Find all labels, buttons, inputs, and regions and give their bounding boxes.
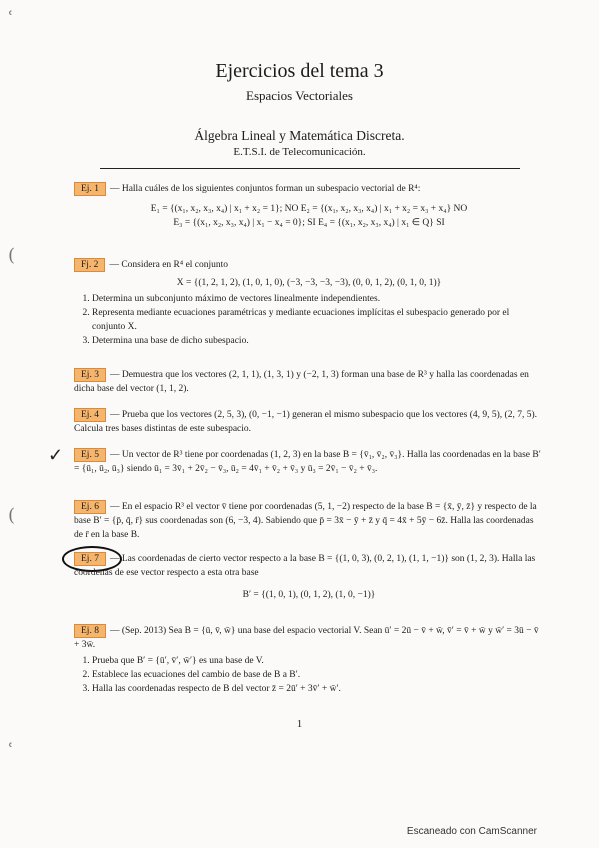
exercise-4 <box>74 408 544 436</box>
margin-mark: ( <box>8 505 16 526</box>
exercise-text: — (Sep. 2013) Sea B = {ū, v̄, w̄} una base del espacio vectorial V. Sean ū′ = 2ū − v̄ + w̄, v̄′ = v̄ + w̄ y w̄′ = 3ū − v̄ + 3w̄. <box>74 626 539 650</box>
set-definition: E₃ = {(x₁, x₂, x₃, x₄) | x₁ − x₄ = 0}; SI E₄ = {(x₁, x₂, x₃, x₄) | x₁ ∈ Q} SI <box>173 218 445 228</box>
exercise-text: — Prueba que los vectores (2, 5, 3), (0, −1, −1) generan el mismo subespacio que los vectores (4, 9, 5), (2, 7, 5). Calcula tres bases distintas de este subespacio. <box>74 410 537 434</box>
page-subtitle: Espacios Vectoriales <box>246 88 353 103</box>
exercise-text: — Considera en R⁴ el conjunto <box>109 260 229 270</box>
checkmark-icon: ✓ <box>48 445 64 466</box>
exercise-8 <box>74 624 544 696</box>
margin-mark: ʿ <box>8 740 14 761</box>
exercise-2 <box>74 258 544 348</box>
exercise-text: — En el espacio R³ el vector v̄ tiene por coordenadas (5, 1, −2) respecto de la base B = {x̄, ȳ, z̄} y respecto de la base B′ = {p̄, q̄, r̄} sus coordenadas son (6, −3, 4). Sabiendo que p̄ = 3x̄ − ȳ + z̄ y q̄ = 4x̄ + 5ȳ − 6z̄. Halla las coordenadas de r̄ en la base B. <box>74 502 537 540</box>
exercise-tag: Ej. 1 <box>74 182 106 196</box>
exercise-tag: Ej. 4 <box>74 408 106 422</box>
exercise-text: — Demuestra que los vectores (2, 1, 1), (1, 3, 1) y (−2, 1, 3) forman una base de R³ y halla las coordenadas en dicha base del vector (1, 1, 2). <box>74 370 529 394</box>
exercise-tag: Ej. 6 <box>74 500 106 514</box>
exercise-7 <box>74 552 544 602</box>
school-name: E.T.S.I. de Telecomunicación. <box>233 146 366 158</box>
scanner-watermark: Escaneado con CamScanner <box>406 826 537 837</box>
exercise-tag: Fj. 2 <box>74 258 105 272</box>
list-item: 2. Establece las ecuaciones del cambio de base de B a B′. <box>92 668 544 682</box>
set-definition: E₁ = {(x₁, x₂, x₃, x₄) | x₁ + x₂ = 1}; NO E₂ = {(x₁, x₂, x₃, x₄) | x₁ + x₂ = x₃ + x₄} NO <box>150 204 468 214</box>
header-rule <box>100 168 520 169</box>
exercise-3 <box>74 368 544 396</box>
item-list <box>74 292 544 348</box>
exercise-5 <box>74 448 544 476</box>
list-item: 3. Halla las coordenadas respecto de B del vector z̄ = 2ū′ + 3v̄′ + w̄′. <box>92 682 544 696</box>
course-name: Álgebra Lineal y Matemática Discreta. <box>194 128 405 143</box>
item-list <box>74 654 544 696</box>
list-item: 2. Representa mediante ecuaciones paramétricas y mediante ecuaciones implícitas el subespacio generado por el conjunto X. <box>92 306 544 334</box>
margin-mark: ( <box>8 245 16 266</box>
basis-formula: B′ = {(1, 0, 1), (0, 1, 2), (1, 0, −1)} <box>242 590 376 600</box>
exercise-tag: Ej. 5 <box>74 448 106 462</box>
page-number: 1 <box>296 718 303 730</box>
set-formula: X = {(1, 2, 1, 2), (1, 0, 1, 0), (−3, −3, −3, −3), (0, 0, 1, 2), (0, 1, 0, 1)} <box>176 278 442 288</box>
exercise-1 <box>74 182 544 230</box>
list-item: 3. Determina una base de dicho subespacio. <box>92 334 544 348</box>
exercise-tag: Ej. 7 <box>74 552 106 566</box>
list-item: 1. Determina un subconjunto máximo de vectores linealmente independientes. <box>92 292 544 306</box>
exercise-tag: Ej. 3 <box>74 368 106 382</box>
exercise-6 <box>74 500 544 542</box>
exercise-text: — Halla cuáles de los siguientes conjuntos forman un subespacio vectorial de R⁴: <box>109 184 421 194</box>
exercise-tag: Ej. 8 <box>74 624 106 638</box>
exercise-text: — Las coordenadas de cierto vector respecto a la base B = {(1, 0, 3), (0, 2, 1), (1, 1, −1)} son (1, 2, 3). Halla las coordenas de ese vector respecto a esta otra base <box>74 554 536 578</box>
list-item: 1. Prueba que B′ = {ū′, v̄′, w̄′} es una base de V. <box>92 654 544 668</box>
exercise-text: — Un vector de R³ tiene por coordenadas (1, 2, 3) en la base B = {v̄₁, v̄₂, v̄₃}. Halla las coordenadas en la base B′ = {ū₁, ū₂, ū₃} siendo ū₁ = 3v̄₁ + 2v̄₂ − v̄₃, ū₂ = 4v̄₁ + v̄₂ + v̄₃ y ū₃ = 2v̄₁ − v̄₂ + v̄₃. <box>74 450 541 474</box>
page-title: Ejercicios del tema 3 <box>215 60 384 82</box>
margin-mark: ʿ <box>8 8 14 29</box>
